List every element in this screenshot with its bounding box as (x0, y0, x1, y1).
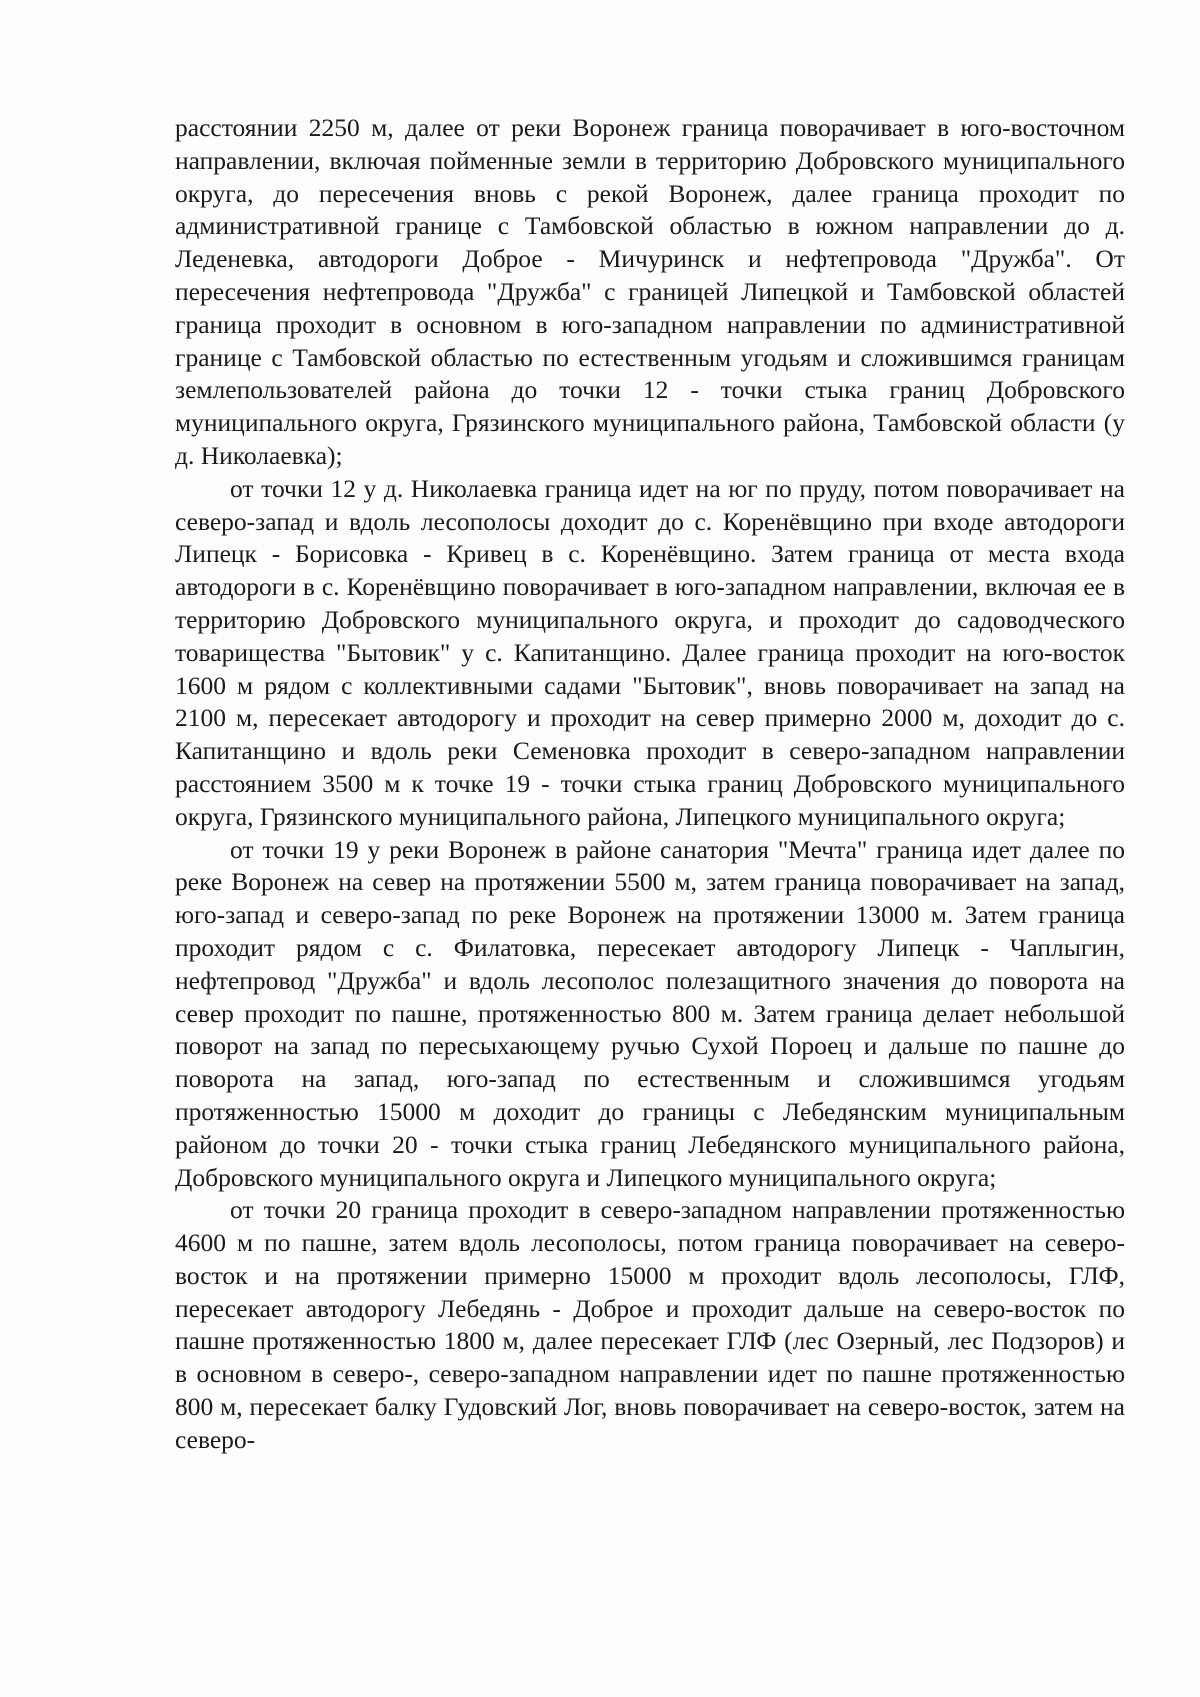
paragraph: от точки 20 граница проходит в северо-западном направлении протяженностью 4600 м по пашне, затем вдоль лесополосы, потом граница поворачивает на северо-восток и на протяжении примерно 15000 м проходит вдоль лесополосы, ГЛФ, пересекает автодорогу Лебедянь - Доброе и проходит дальше на северо-восток по пашне протяженностью 1800 м, далее пересекает ГЛФ (лес Озерный, лес Подзоров) и в основном в северо-, северо-западном направлении идет по пашне протяженностью 800 м, пересекает балку Гудовский Лог, вновь поворачивает на северо-восток, затем на северо- (175, 1195, 1125, 1454)
paragraph: от точки 19 у реки Воронеж в районе санатория "Мечта" граница идет далее по реке Воронеж на север на протяжении 5500 м, затем граница поворачивает на запад, юго-запад и северо-запад по реке Воронеж на протяжении 13000 м. Затем граница проходит рядом с с. Филатовка, пересекает автодорогу Липецк - Чаплыгин, нефтепровод "Дружба" и вдоль лесополос полезащитного значения до поворота на север проходит по пашне, протяженностью 800 м. Затем граница делает небольшой поворот на запад по пересыхающему ручью Сухой Пороец и дальше по пашне до поворота на запад, юго-запад по естественным и сложившимся угодьям протяженностью 15000 м доходит до границы с Лебедянским муниципальным районом до точки 20 - точки стыка границ Лебедянского муниципального района, Добровского муниципального округа и Липецкого муниципального округа; (175, 834, 1125, 1192)
document-body (175, 112, 1125, 1457)
paragraph: расстоянии 2250 м, далее от реки Воронеж граница поворачивает в юго-восточном направлении, включая пойменные земли в территорию Добровского муниципального округа, до пересечения вновь с рекой Воронеж, далее граница проходит по административной границе с Тамбовской областью в южном направлении до д. Леденевка, автодороги Доброе - Мичуринск и нефтепровода "Дружба". От пересечения нефтепровода "Дружба" с границей Липецкой и Тамбовской областей граница проходит в основном в юго-западном направлении по административной границе с Тамбовской областью по естественным угодьям и сложившимся границам землепользователей района до точки 12 - точки стыка границ Добровского муниципального округа, Грязинского муниципального района, Тамбовской области (у д. Николаевка); (175, 113, 1125, 470)
paragraph: от точки 12 у д. Николаевка граница идет на юг по пруду, потом поворачивает на северо-запад и вдоль лесополосы доходит до с. Коренёвщино при входе автодороги Липецк - Борисовка - Кривец в с. Коренёвщино. Затем граница от места входа автодороги в с. Коренёвщино поворачивает в юго-западном направлении, включая ее в территорию Добровского муниципального округа, и проходит до садоводческого товарищества "Бытовик" у с. Капитанщино. Далее граница проходит на юго-восток 1600 м рядом с коллективными садами "Бытовик", вновь поворачивает на запад на 2100 м, пересекает автодорогу и проходит на север примерно 2000 м, доходит до с. Капитанщино и вдоль реки Семеновка проходит в северо-западном направлении расстоянием 3500 м к точке 19 - точки стыка границ Добровского муниципального округа, Грязинского муниципального района, Липецкого муниципального округа; (175, 473, 1125, 831)
